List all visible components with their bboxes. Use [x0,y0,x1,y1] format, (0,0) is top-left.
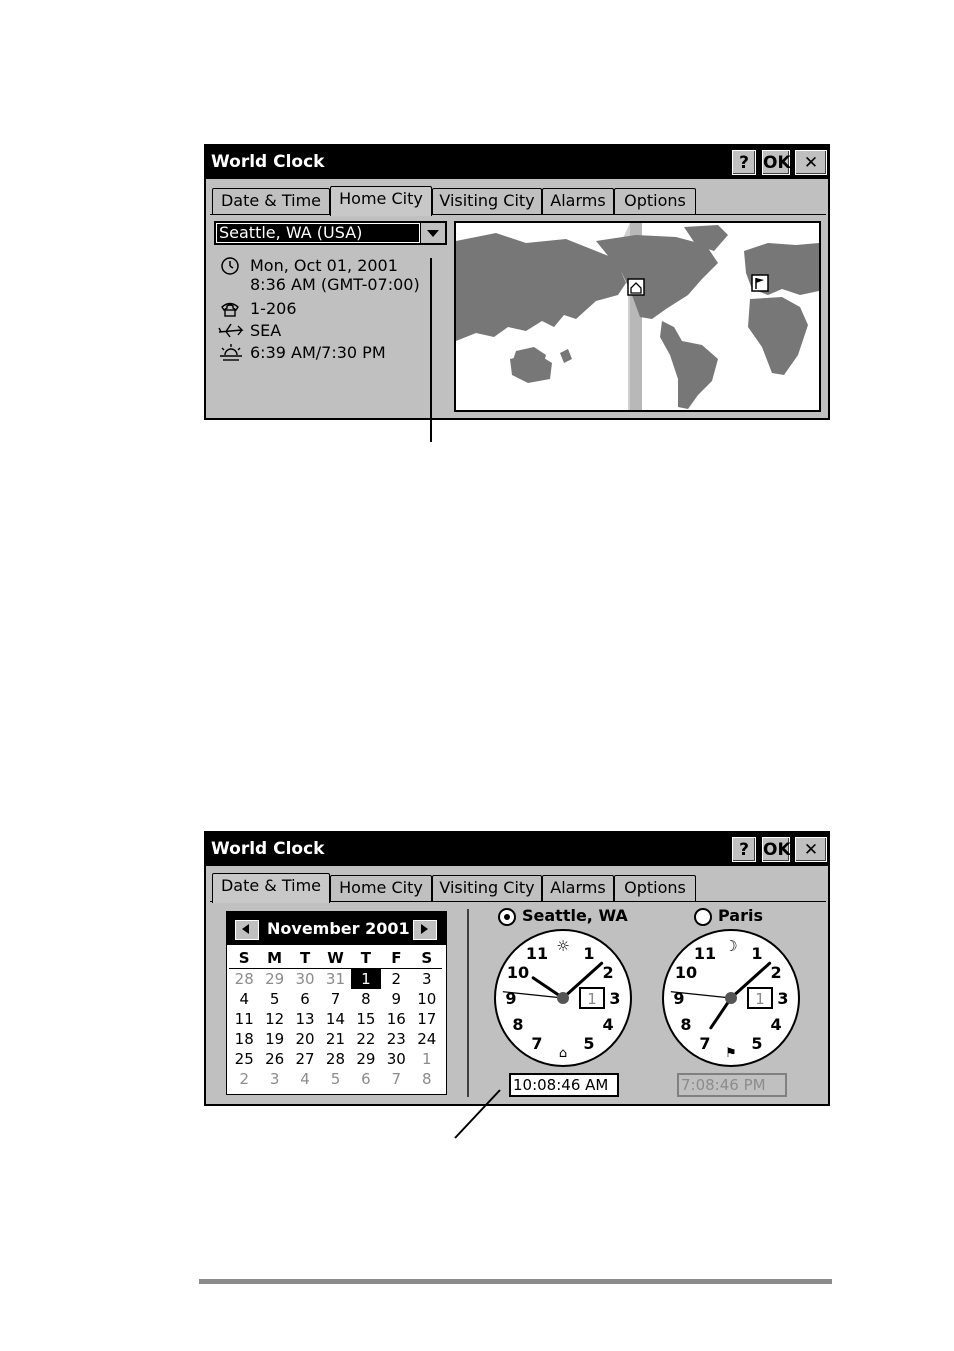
clock-center [725,992,737,1004]
tab-options[interactable]: Options [614,188,696,214]
tab-date-time[interactable]: Date & Time [212,873,330,903]
clock-number: 1 [583,943,595,963]
help-button[interactable]: ? [732,150,756,175]
calendar-day[interactable]: 2 [391,970,402,988]
calendar-day[interactable]: 4 [239,990,249,1008]
calendar-week-row [229,1029,442,1049]
window-title: World Clock [211,839,325,859]
clock-number: 2 [602,963,614,982]
clock-number: 8 [680,1015,692,1034]
calendar-day[interactable]: 24 [417,1030,437,1048]
chevron-right-icon [414,921,434,937]
calendar-week-row [229,969,442,989]
clock-number: 5 [751,1034,763,1054]
calendar-day[interactable]: 29 [356,1050,376,1068]
tab-home-city[interactable]: Home City [330,875,432,901]
clock-number: 5 [583,1034,595,1054]
clock-number: 7 [699,1034,711,1054]
home-city-select[interactable] [214,221,447,245]
tab-options[interactable]: Options [614,875,696,901]
world-clock-window-home-city [204,144,830,420]
calendar-day[interactable]: 14 [325,1010,346,1028]
close-button[interactable]: ✕ [795,837,827,862]
flag-marker-icon [752,275,768,291]
weekday-label: W [327,949,344,967]
prev-month-button[interactable] [235,920,259,940]
clock-number: 3 [609,989,621,1008]
next-month-button[interactable] [413,920,437,940]
home-marker-icon [628,279,644,295]
month-calendar [226,911,447,1095]
calendar-day[interactable]: 3 [421,970,432,988]
airplane-icon [218,321,242,344]
calendar-day[interactable]: 28 [234,970,254,988]
calendar-day[interactable]: 12 [265,1010,285,1028]
weekday-label: F [391,949,402,967]
calendar-day-selected[interactable]: 1 [351,969,381,989]
calendar-day[interactable]: 10 [417,990,437,1008]
footer-rule [199,1279,832,1284]
clock-number: 9 [673,989,685,1008]
tab-home-city[interactable]: Home City [330,186,432,216]
home-clock-city: Seattle, WA [522,906,628,925]
calendar-day[interactable]: 2 [239,1070,249,1088]
clock-number: 8 [512,1015,524,1034]
help-button[interactable]: ? [732,837,756,862]
calendar-day[interactable]: 17 [417,1010,437,1028]
calendar-day[interactable]: 8 [361,990,371,1008]
calendar-day[interactable]: 11 [234,1010,254,1028]
clock-icon [218,256,242,281]
home-time: 8:36 AM (GMT-07:00) [250,275,420,294]
visit-time-field: 7:08:46 PM [677,1073,787,1097]
tab-visiting-city[interactable]: Visiting City [432,875,542,901]
radio-unselected-icon [694,908,712,926]
calendar-day[interactable]: 5 [330,1070,341,1088]
calendar-day[interactable]: 23 [386,1030,406,1048]
clock-number: 10 [506,963,530,982]
calendar-day[interactable]: 22 [356,1030,376,1048]
calendar-day[interactable]: 9 [391,990,402,1008]
radio-selected-icon [498,908,516,926]
weekday-label: T [360,949,372,967]
callout-line [424,258,436,444]
calendar-week-row [229,1049,442,1069]
callout-line [452,1088,504,1140]
calendar-day[interactable]: 26 [265,1050,285,1068]
clock-number: 4 [602,1015,614,1034]
window-title: World Clock [211,152,325,172]
weekday-label: M [267,949,283,967]
tab-visiting-city[interactable]: Visiting City [432,188,542,214]
clock-number: 4 [770,1015,782,1034]
calendar-day[interactable]: 15 [356,1010,376,1028]
calendar-day[interactable]: 19 [265,1030,285,1048]
calendar-day[interactable]: 6 [300,990,310,1008]
weekday-header-row [229,948,442,969]
calendar-day[interactable]: 6 [361,1070,371,1088]
weekday-label: S [421,949,433,967]
calendar-day[interactable]: 27 [295,1050,315,1068]
home-date: Mon, Oct 01, 2001 [250,256,398,275]
calendar-day[interactable]: 21 [325,1030,346,1048]
calendar-day[interactable]: 4 [300,1070,310,1088]
calendar-day[interactable]: 16 [386,1010,406,1028]
chevron-down-icon[interactable] [420,223,445,243]
calendar-week-row [229,1009,442,1029]
divider [467,909,469,1097]
date-window-day: 1 [755,990,765,1008]
world-map[interactable] [454,221,821,412]
clock-number: 7 [531,1034,543,1054]
ok-button[interactable]: OK [762,150,790,175]
calendar-day[interactable]: 5 [269,990,280,1008]
title-bar [206,146,828,179]
tab-alarms[interactable]: Alarms [542,188,614,214]
clock-number: 11 [525,943,549,963]
visit-clock-city: Paris [718,906,763,925]
moon-icon: ☽ [724,937,738,955]
clock-number: 10 [674,963,698,982]
calendar-header [227,912,446,945]
calendar-grid [229,948,442,1089]
calendar-day[interactable]: 1 [421,1050,432,1068]
date-window-day: 1 [587,990,597,1008]
title-bar [206,833,828,866]
calendar-day[interactable]: 3 [269,1070,280,1088]
calendar-day[interactable]: 8 [421,1070,432,1088]
weekday-label: S [238,949,250,967]
calendar-week-row [229,989,442,1009]
calendar-day[interactable]: 29 [265,970,285,988]
calendar-day[interactable]: 20 [295,1030,315,1048]
month-title: November 2001 [267,919,410,938]
tab-alarms[interactable]: Alarms [542,875,614,901]
world-clock-window-date-time [204,831,830,1106]
home-icon: ⌂ [558,1046,568,1061]
visit-analog-clock [660,927,802,1069]
sunrise-sunset: 6:39 AM/7:30 PM [250,343,386,362]
calendar-day[interactable]: 28 [325,1050,346,1068]
home-analog-clock [492,927,634,1069]
clock-number: 1 [751,943,763,963]
calendar-day[interactable]: 30 [386,1050,406,1068]
tab-date-time[interactable]: Date & Time [212,188,330,214]
chevron-left-icon [236,921,256,937]
flag-icon: ⚑ [725,1046,737,1061]
calendar-day[interactable]: 31 [325,970,346,988]
close-button[interactable]: ✕ [795,150,827,175]
home-city-value: Seattle, WA (USA) [217,224,419,242]
clock-number: 9 [505,989,517,1008]
tab-panel-border [210,214,826,215]
clock-number: 11 [693,943,717,963]
clock-number: 2 [770,963,782,982]
sun-icon: ☼ [556,937,570,955]
weekday-label: T [299,949,311,967]
clock-number: 3 [777,989,789,1008]
airport-code: SEA [250,321,282,340]
calendar-week-row [229,1069,442,1089]
ok-button[interactable]: OK [762,837,790,862]
calendar-day[interactable]: 18 [234,1030,254,1048]
sunrise-icon [218,343,242,368]
calendar-day[interactable]: 30 [295,970,315,988]
calendar-day[interactable]: 25 [234,1050,254,1068]
calendar-day[interactable]: 7 [391,1070,402,1088]
clock-center [557,992,569,1004]
calendar-day[interactable]: 7 [330,990,341,1008]
home-time-field[interactable]: 10:08:46 AM [509,1073,619,1097]
calendar-day[interactable]: 13 [295,1010,315,1028]
phone-code: 1-206 [250,299,297,318]
